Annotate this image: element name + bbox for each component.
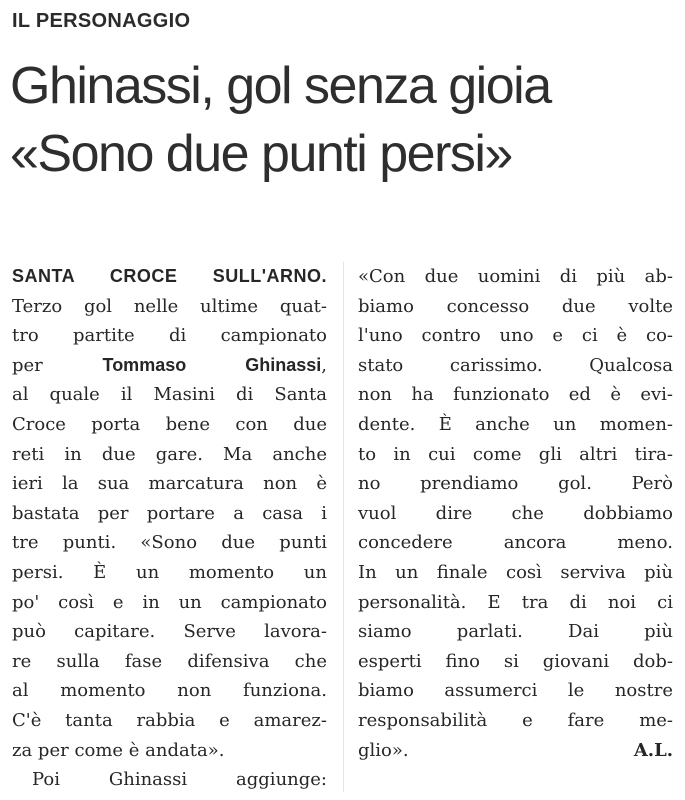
text-line: za per come è andata». [12, 739, 225, 761]
text-line: siamo parlati. Dai più [358, 621, 673, 643]
section-kicker: IL PERSONAGGIO [12, 10, 191, 32]
text-line: dente. È anche un momen- [358, 413, 673, 435]
text-line: tre punti. «Sono due punti [12, 532, 327, 554]
author-signature: A.L. [633, 739, 673, 761]
text-line: l'uno contro uno e ci è co- [358, 325, 673, 347]
text-fragment: per [12, 354, 103, 376]
text-line: personalità. E tra di noi ci [358, 591, 673, 613]
text-line: glio». [358, 739, 409, 761]
text-line: In un finale così serviva più [358, 561, 673, 583]
text-line: non ha funzionato ed è evi- [358, 384, 673, 406]
text-line: re sulla fase difensiva che [12, 650, 327, 672]
text-line: Terzo gol nelle ultime quat- [12, 295, 327, 317]
text-line: «Con due uomini di più ab- [358, 266, 673, 287]
text-line: concedere ancora meno. [358, 532, 673, 554]
text-line [12, 262, 327, 292]
text-line: po' così e in un campionato [12, 591, 327, 613]
article-column-right [358, 262, 673, 765]
closing-line [358, 736, 673, 766]
text-fragment: , [321, 354, 327, 376]
text-line: al quale il Masini di Santa [12, 384, 327, 406]
text-line: Croce porta bene con due [12, 413, 327, 435]
text-line: può capitare. Serve lavora- [12, 621, 327, 643]
article-column-left [12, 262, 327, 795]
headline-line-2: «Sono due punti persi» [10, 125, 512, 183]
text-line [12, 351, 327, 381]
article-headline [10, 52, 680, 188]
text-line: responsabilità e fare me- [358, 709, 673, 731]
column-divider [343, 262, 344, 792]
text-line: no prendiamo gol. Però [358, 473, 673, 495]
text-line: bastata per portare a casa i [12, 502, 327, 524]
text-line: to in cui come gli altri tira- [358, 443, 673, 465]
dateline: SANTA CROCE SULL'ARNO. [12, 266, 327, 286]
text-line: ieri la sua marcatura non è [12, 473, 327, 495]
player-name: Tommaso Ghinassi [102, 354, 322, 375]
text-line: Poi Ghinassi aggiunge: [32, 769, 327, 791]
text-line: tro partite di campionato [12, 325, 327, 347]
headline-line-1: Ghinassi, gol senza gioia [10, 57, 551, 115]
text-line: C'è tanta rabbia e amarez- [12, 709, 327, 731]
text-line: esperti fino si giovani dob- [358, 650, 673, 672]
text-line: biamo concesso due volte [358, 295, 673, 317]
text-line: biamo assumerci le nostre [358, 680, 673, 702]
text-line: al momento non funziona. [12, 680, 327, 702]
text-line: stato carissimo. Qualcosa [358, 354, 673, 376]
text-line: reti in due gare. Ma anche [12, 443, 327, 465]
text-line: persi. È un momento un [12, 561, 327, 583]
text-line: vuol dire che dobbiamo [358, 502, 673, 524]
